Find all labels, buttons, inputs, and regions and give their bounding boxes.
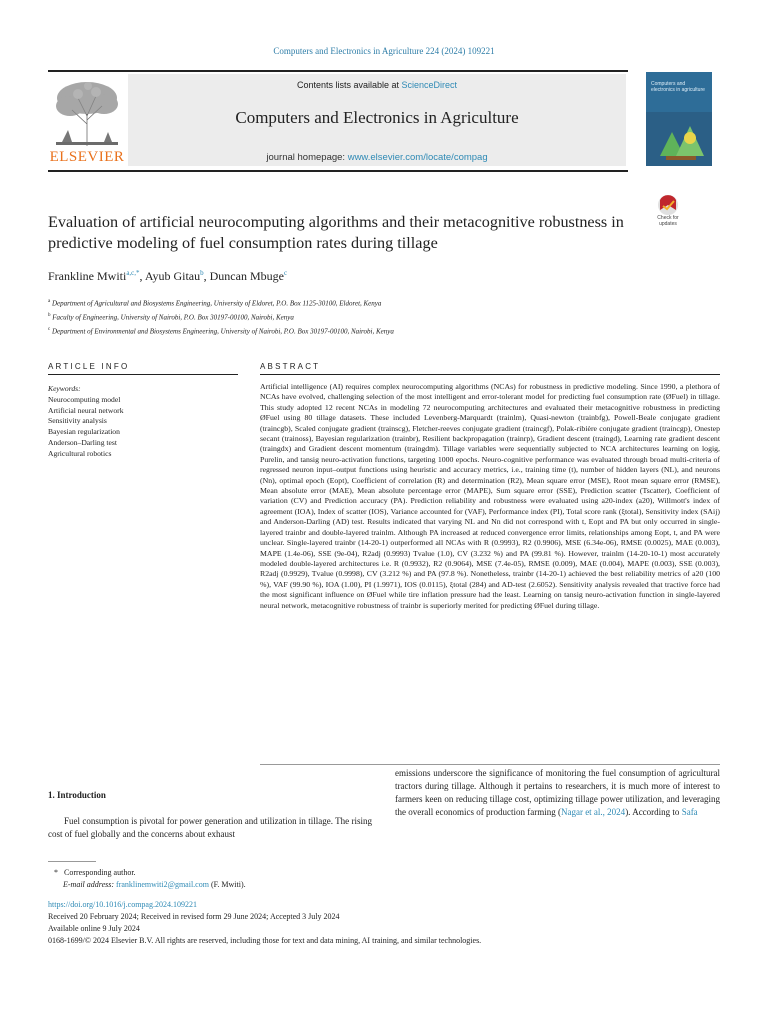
- intro-paragraph-left: Fuel consumption is pivotal for power generation and utilization in tillage. The rising cost of fuel globally and the concerns about exhaust: [48, 816, 372, 839]
- author-affil-marker[interactable]: c: [283, 269, 288, 277]
- journal-reference[interactable]: Computers and Electronics in Agriculture 224 (2024) 109221: [273, 46, 495, 56]
- affiliation-item: [48, 310, 728, 324]
- homepage-prefix: journal homepage:: [266, 152, 348, 163]
- intro-paragraph-right: [395, 767, 720, 819]
- affiliation-item: [48, 296, 728, 310]
- keyword-item: Agricultural robotics: [48, 448, 112, 458]
- keywords-block: [48, 384, 238, 460]
- intro-right-tail: ). According to: [625, 807, 682, 817]
- article-info-rule: [48, 374, 238, 375]
- email-link[interactable]: franklinemwiti2@gmail.com: [116, 880, 209, 889]
- email-label: E-mail address:: [63, 880, 117, 889]
- header-top-rule: [48, 70, 628, 72]
- copyright-notice: 0168-1699/© 2024 Elsevier B.V. All rights are reserved, including those for text and data mining, AI training, and similar technologies.: [48, 936, 482, 945]
- abstract-heading: ABSTRACT: [260, 362, 321, 371]
- header-bottom-rule: [48, 170, 628, 172]
- check-updates-icon: [648, 194, 688, 216]
- affiliations: [48, 296, 728, 337]
- homepage-link[interactable]: www.elsevier.com/locate/compag: [347, 152, 488, 163]
- keyword-item: Neurocomputing model: [48, 394, 121, 404]
- keyword-item: Bayesian regularization: [48, 427, 120, 437]
- journal-cover-thumbnail[interactable]: [646, 72, 712, 166]
- affiliation-text: Faculty of Engineering, University of Nairobi, P.O. Box 30197-00100, Nairobi, Kenya: [52, 313, 294, 322]
- doi-link[interactable]: https://doi.org/10.1016/j.compag.2024.109221: [48, 900, 197, 909]
- article-info-heading: ARTICLE INFO: [48, 362, 130, 371]
- intro-right-text: emissions underscore the significance of monitoring the fuel consumption of agricultural tractors during tillage. Although it pertains to researchers, it is much more of interest to farmers keen on reducing tillage cost, optimizing tillage power utilization, and leveraging the overall economics of production farming (: [395, 768, 720, 817]
- contents-prefix: Contents lists available at: [296, 80, 402, 90]
- author-name[interactable]: Ayub Gitau: [144, 269, 201, 283]
- affiliation-item: [48, 324, 728, 338]
- affiliation-marker: c: [48, 326, 51, 332]
- affiliation-text: Department of Environmental and Biosystems Engineering, University of Nairobi, P.O. Box 30197-00100, Nairobi, Kenya: [51, 326, 394, 335]
- section-heading-introduction: 1. Introduction: [48, 790, 106, 800]
- contents-line: [128, 80, 626, 90]
- cover-art-icon: [646, 112, 712, 166]
- author-affil-marker[interactable]: a,c,*: [126, 269, 140, 277]
- footnote-rule: [48, 861, 96, 862]
- citation-link[interactable]: Safa: [681, 807, 698, 817]
- affiliation-marker: a: [48, 299, 51, 304]
- corresponding-author-note: [54, 867, 136, 878]
- check-label-line2: updates: [659, 220, 677, 227]
- cover-title: Computers and electronics in agriculture: [651, 81, 705, 93]
- abstract-rule: [260, 374, 720, 375]
- abstract-end-rule: [260, 764, 720, 765]
- homepage-line: [128, 152, 626, 163]
- keywords-label: Keywords:: [48, 384, 81, 393]
- author-name[interactable]: Duncan Mbuge: [209, 269, 284, 283]
- check-label-line1: Check for: [657, 215, 679, 221]
- citation-link[interactable]: Nagar et al., 2024: [560, 807, 626, 817]
- journal-title: Computers and Electronics in Agriculture: [235, 108, 519, 127]
- author-list: Frankline Mwiti$^{a,c,*}$, Ayub Gitau$^b$, Duncan Mbuge$^c$: [48, 269, 288, 283]
- check-updates-label: [648, 216, 688, 227]
- corr-text: Corresponding author.: [64, 868, 136, 877]
- sciencedirect-link[interactable]: ScienceDirect: [401, 80, 458, 90]
- author-name[interactable]: Frankline Mwiti: [48, 269, 127, 283]
- corr-mark: *: [54, 868, 58, 877]
- available-online: Available online 9 July 2024: [48, 924, 140, 933]
- elsevier-wordmark: ELSEVIER: [49, 149, 125, 165]
- abstract-text: Artificial intelligence (AI) requires complex neurocomputing algorithms (NCAs) for robustness in predictive modeling. Since 1990, a plethora of NCAs have evolved, challenging selection of the most intelligent and error-tolerant model for predicting fuel consumption rate (ØFuel) in tillage. This study adopted 12 recent NCAs in modeling 72 neurocomputing architectures and evaluated their metacognitive robustness in predicting ØFuel using 80 tillage datasets. These included Levenberg-Marquardt (trainlm), Quasi-newton (trainbfg), Powell-Beale conjugate gradient (traincgb), Scaled conjugate gradient (trainscg), Fletcher-reeves conjugate gradient (traincgf), Polak-ribière conjugate gradient (traincgp), Onestep secant (trainoss), Bayesian regularization (trainbr), Resilient backpropagation (trainrp), Gradient descent (traingd), Learning rate gradient descent (traingdx) and Gradient descent momentum (traingdm). Tillage variables were sequentially subjected to NCA architectures learning on logig, Purelin, and tansig neuro-activation functions, targeting 1000 epochs. Neuro-cognitive performance was evaluated through broad multi-criteria of regressed neuron input–output functions using heuristic and accuracy metrics, i.e., training time (t), number of hidden layers (NL), and neurons (Nn), optimal epoch (Eopt), Coefficient of correlation (R) and determination (R2), Mean square error (MSE), Root mean square error (RMSE), Mean absolute error (MAE), Mean absolute percentage error (MAPE), Sum square error (SSE), Prediction scatter (Tscatter), Coefficient of variation (CV) and Prediction accuracy (PA). Prediction reliability and robustness were evaluated using a20-index (a20), Willmott's index of agreement (IOA), Index of scatter (IOS), Variance accounted for (VAF), Performance index (PI), Total score rank (ξtotal), Sensitivity index (SAij) and Anderson-Darling (AD) test. Results indicated that varying NL and Nn did not correspond with t, Eopt and PA but only occurred in single-layered trainbr and double-layered trainlm. Although PA increased at reduced convergence error limits, relationships among Eopt, t, and PA were unclear. Single-layered trainbr (14-20-1) outperformed all NCAs with R (0.9993), R2 (0.9906), MSE (6.34e-06), RMSE (0.0025), MAE (0.003), MAPE (1.4e-06), SSE (9e-04), R2adj (0.9993) Tvalue (1.0), CV (3.232 %) and PA (99.81 %). However, trainlm (14-20-10-1) most accurately modeled double-layered architectures i.e. R (0.9932), R2 (0.9064), MSE (7.4e-05), RMSE (0.009), MAE (0.004), MAPE (0.003), SSE (0.003), R2adj (0.9929), Tvalue (0.9998), CV (3.212 %) and PA (97.8 %). Nonetheless, trainbr (14-20-1) achieved the best reliability metrics of a20 (100 %), VAF (99.90 %), IOA (1.00), PI (1.9971), IOS (0.0115), ξtotal (284) and AD-test (2.6052). Sensitivity analysis revealed that tractive force had the most significant influence on ØFuel while tire inflation pressure had the least. Learning on tansig neuro-activation function in single-layered neural network, metacognitive robustness of trainbr is superiorly merited for predicting ØFuel during tillage.: [260, 382, 720, 610]
- email-owner: (F. Mwiti).: [208, 880, 246, 889]
- email-note: [63, 879, 246, 890]
- keyword-item: Artificial neural network: [48, 405, 124, 415]
- keyword-item: Sensitivity analysis: [48, 416, 107, 426]
- paper-title: Evaluation of artificial neurocomputing algorithms and their metacognitive robustness in predictive modeling of fuel consumption rates during tillage: [48, 213, 624, 252]
- affiliation-text: Department of Agricultural and Biosystems Engineering, University of Eldoret, P.O. Box 1125-30100, Eldoret, Kenya: [51, 299, 382, 308]
- affiliation-marker: b: [48, 312, 51, 318]
- author-affil-marker[interactable]: b: [200, 269, 204, 277]
- check-for-updates-badge[interactable]: [648, 194, 688, 232]
- received-dates: Received 20 February 2024; Received in revised form 29 June 2024; Accepted 3 July 2024: [48, 912, 340, 921]
- keyword-item: Anderson–Darling test: [48, 437, 117, 447]
